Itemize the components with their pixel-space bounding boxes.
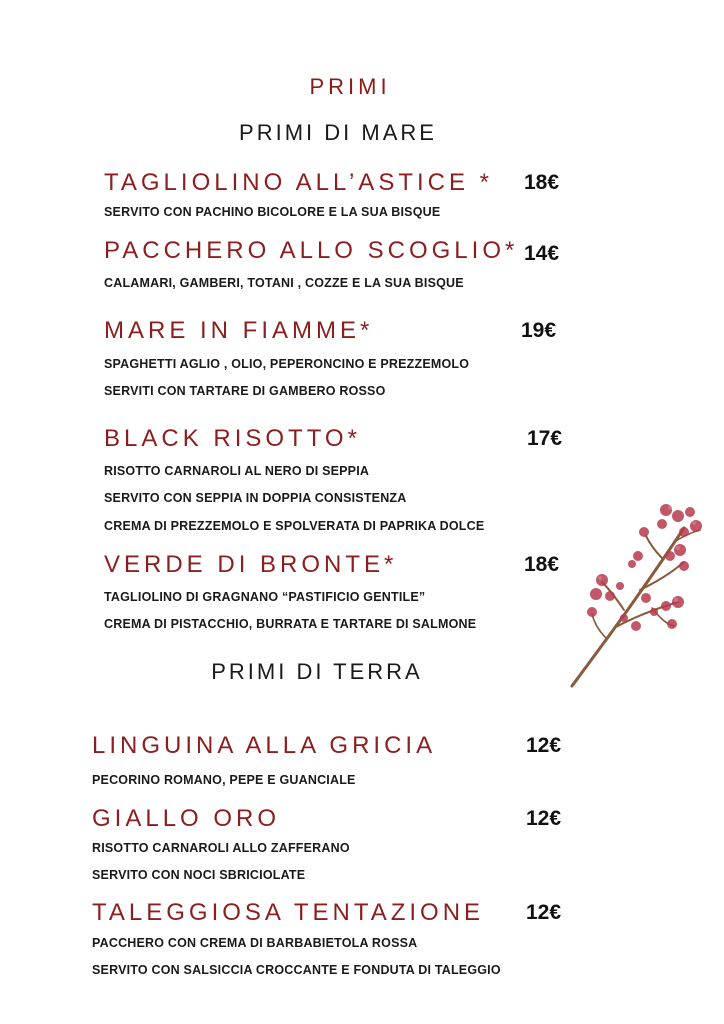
dish-description: SERVITO CON PACHINO BICOLORE E LA SUA BISQUE <box>104 205 441 219</box>
dish-name: LINGUINA ALLA GRICIA <box>92 732 437 759</box>
dish-description: PACCHERO CON CREMA DI BARBABIETOLA ROSSA <box>92 936 418 950</box>
dish-price: 12€ <box>526 807 562 830</box>
dish-description: SERVITO CON SALSICCIA CROCCANTE E FONDUTA DI TALEGGIO <box>92 963 501 977</box>
dish-description: PECORINO ROMANO, PEPE E GUANCIALE <box>92 773 356 787</box>
dish-name: BLACK RISOTTO* <box>104 425 361 452</box>
dish-price: 18€ <box>524 553 560 576</box>
berry-branch-icon <box>566 490 712 690</box>
section-title-land: PRIMI DI TERRA <box>211 659 423 684</box>
dish-description: CALAMARI, GAMBERI, TOTANI , COZZE E LA SUA BISQUE <box>104 276 464 290</box>
dish-description: RISOTTO CARNAROLI ALLO ZAFFERANO <box>92 841 350 855</box>
dish-price: 19€ <box>521 319 557 342</box>
dish-price: 18€ <box>524 171 560 194</box>
dish-name: VERDE DI BRONTE* <box>104 551 398 578</box>
dish-name: PACCHERO ALLO SCOGLIO* <box>104 237 519 264</box>
dish-description: TAGLIOLINO DI GRAGNANO “PASTIFICIO GENTILE” <box>104 590 426 604</box>
dish-name: TALEGGIOSA TENTAZIONE <box>92 899 485 926</box>
page-title: PRIMI <box>309 74 391 99</box>
dish-description: SERVITO CON SEPPIA IN DOPPIA CONSISTENZA <box>104 491 407 505</box>
dish-description: CREMA DI PREZZEMOLO E SPOLVERATA DI PAPRIKA DOLCE <box>104 519 485 533</box>
dish-name: TAGLIOLINO ALL’ASTICE * <box>104 169 493 196</box>
dish-name: MARE IN FIAMME* <box>104 317 374 344</box>
dish-price: 12€ <box>526 734 562 757</box>
section-title-sea: PRIMI DI MARE <box>239 120 437 145</box>
dish-description: SERVITI CON TARTARE DI GAMBERO ROSSO <box>104 384 386 398</box>
dish-name: GIALLO ORO <box>92 805 281 832</box>
dish-price: 17€ <box>527 427 563 450</box>
dish-price: 12€ <box>526 901 562 924</box>
dish-description: SPAGHETTI AGLIO , OLIO, PEPERONCINO E PREZZEMOLO <box>104 357 470 371</box>
dish-description: SERVITO CON NOCI SBRICIOLATE <box>92 868 306 882</box>
dish-price: 14€ <box>524 242 560 265</box>
dish-description: CREMA DI PISTACCHIO, BURRATA E TARTARE DI SALMONE <box>104 617 477 631</box>
dish-description: RISOTTO CARNAROLI AL NERO DI SEPPIA <box>104 464 370 478</box>
